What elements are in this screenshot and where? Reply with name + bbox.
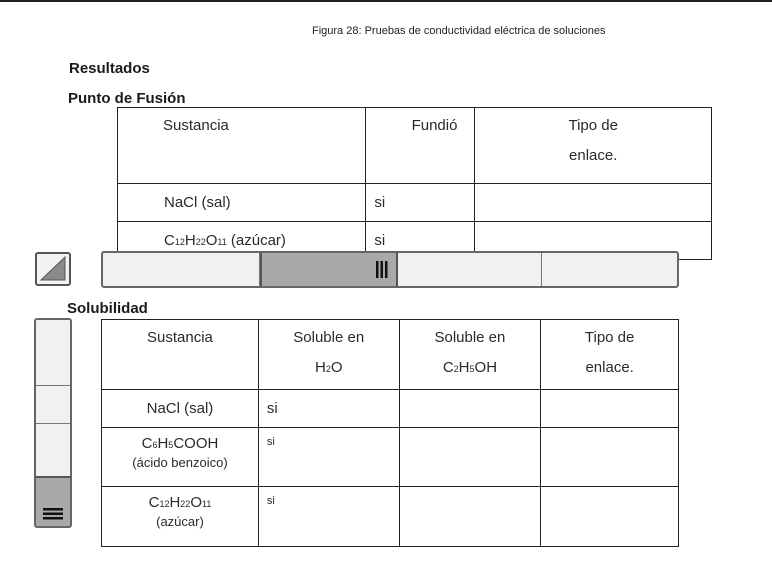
cell-bond [541, 428, 679, 487]
corner-resize-button[interactable] [35, 252, 71, 286]
corner-resize-icon [37, 254, 69, 284]
melting-point-table [117, 107, 712, 260]
horizontal-scroll-thumb[interactable] [260, 253, 398, 286]
scroll-segment[interactable] [36, 386, 70, 424]
cell-bond [541, 487, 679, 547]
cell-soluble-ethanol [399, 487, 541, 547]
solubility-heading: Solubilidad [67, 300, 148, 317]
scroll-segment[interactable] [103, 253, 260, 286]
table-row [102, 487, 679, 547]
solubility-table [101, 319, 679, 547]
scroll-segment[interactable] [36, 320, 70, 386]
scroll-segment[interactable] [542, 253, 677, 286]
cell-soluble-water: si [258, 487, 399, 547]
header-bond-line1: Tipo de [568, 117, 618, 134]
header-bond-type: Tipo de enlace. [541, 320, 679, 390]
table-row [102, 428, 679, 487]
cell-soluble-ethanol [399, 390, 541, 428]
table-header-row [118, 108, 712, 184]
table-row [102, 390, 679, 428]
cell-substance: C12H22O11 (azúcar) [102, 487, 259, 547]
header-soluble-water: Soluble en H2O [258, 320, 399, 390]
scroll-segment[interactable] [36, 424, 70, 476]
header-bond-type [475, 108, 712, 184]
header-substance: Sustancia [118, 108, 366, 184]
table-header-row [102, 320, 679, 390]
cell-substance: NaCl (sal) [102, 390, 259, 428]
horizontal-scrollbar[interactable] [101, 251, 679, 288]
cell-melted: si [366, 222, 475, 260]
vertical-scrollbar[interactable] [34, 318, 72, 528]
header-bond-line2: enlace. [569, 147, 618, 164]
melting-point-heading: Punto de Fusión [68, 90, 186, 107]
cell-melted: si [366, 184, 475, 222]
header-soluble-ethanol: Soluble en C2H5OH [399, 320, 541, 390]
header-substance: Sustancia [102, 320, 259, 390]
header-melted: Fundió [366, 108, 475, 184]
cell-substance: NaCl (sal) [118, 184, 366, 222]
cell-soluble-water: si [258, 428, 399, 487]
figure-caption: Figura 28: Pruebas de conductividad eléctrica de soluciones [312, 25, 606, 37]
vertical-scroll-thumb[interactable] [36, 476, 70, 526]
cell-soluble-water: si [258, 390, 399, 428]
table-row [118, 184, 712, 222]
scroll-segment[interactable] [398, 253, 542, 286]
results-heading: Resultados [69, 60, 150, 77]
cell-substance: C12H22O11 (azúcar) [118, 222, 366, 260]
top-border-line [0, 0, 772, 2]
grip-vertical-lines-icon [262, 253, 396, 286]
cell-bond [475, 184, 712, 222]
cell-bond [541, 390, 679, 428]
cell-substance: C6H5COOH (ácido benzoico) [102, 428, 259, 487]
grip-horizontal-lines-icon [36, 478, 70, 526]
cell-soluble-ethanol [399, 428, 541, 487]
